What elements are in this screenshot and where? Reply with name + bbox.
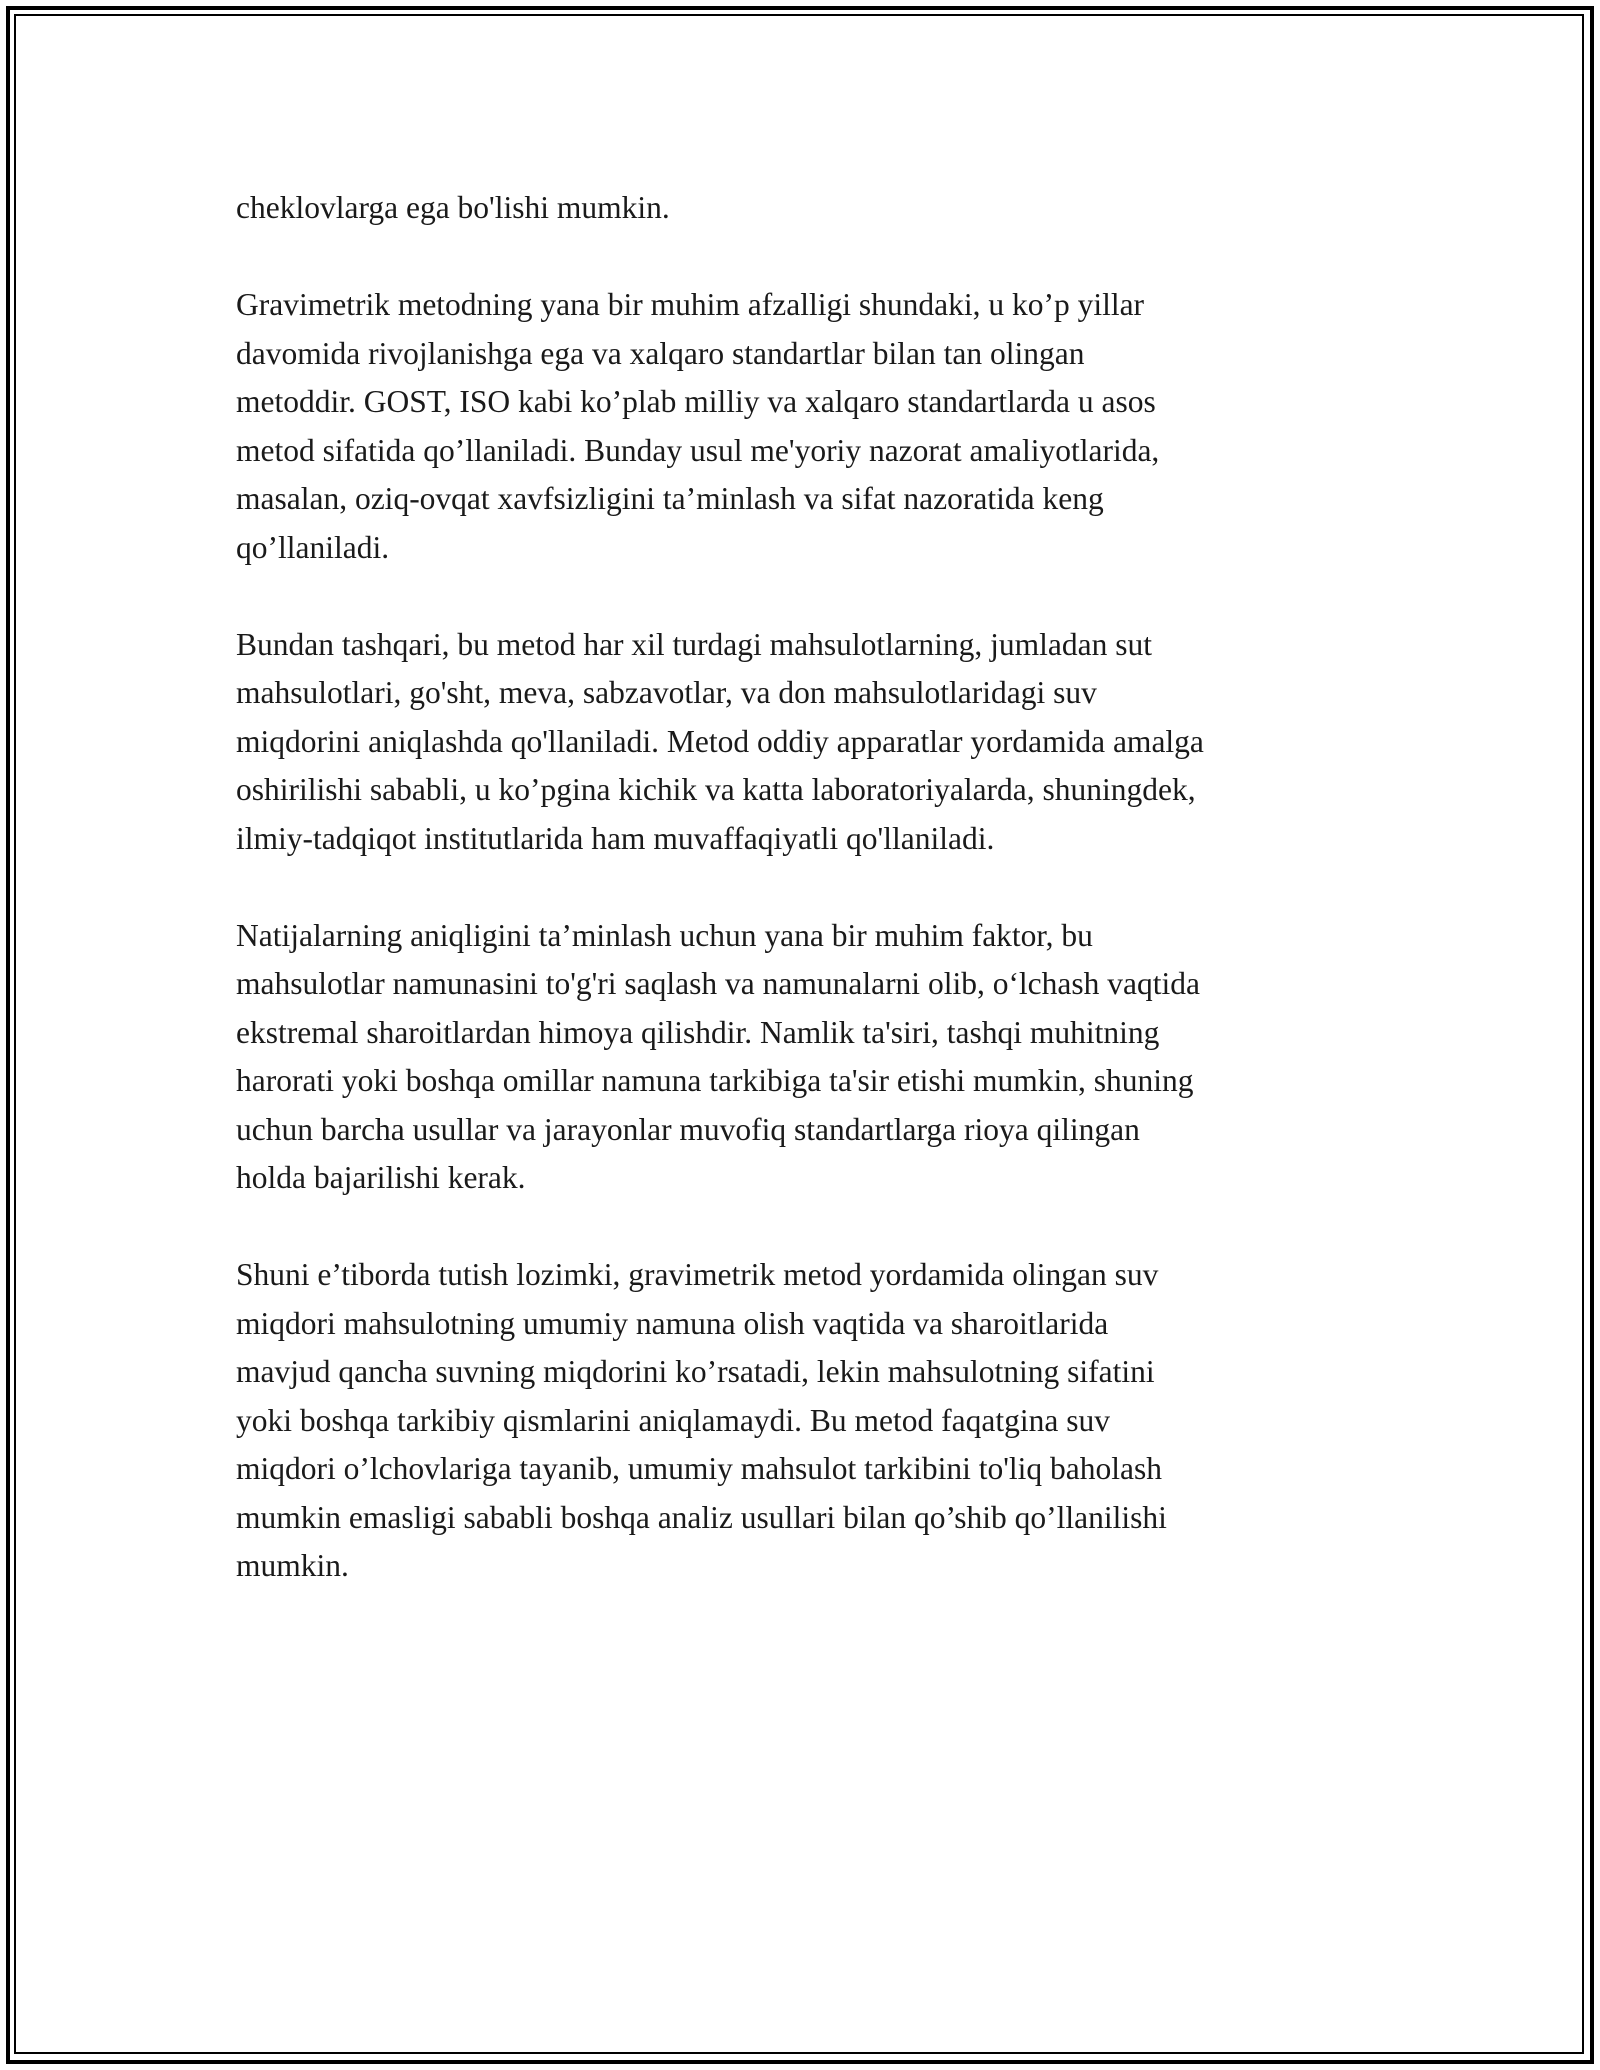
paragraph-continuation: cheklovlarga ega bo'lishi mumkin.: [236, 190, 670, 225]
paragraph-applications: Bundan tashqari, bu metod har xil turdagi mahsulotlarning, jumladan sut mahsulotlari, go'sht, meva, sabzavotlar, va don mahsulotlaridagi suv miqdorini aniqlashda qo'llaniladi. Metod oddiy apparatlar yordamida amalga oshirilishi sababli, u ko’pgina kichik va katta laboratoriyalarda, shuningdek, ilmiy-tadqiqot institutlarida ham muvaffaqiyatli qo'llaniladi.: [236, 626, 1204, 856]
paragraph-limitations: Shuni e’tiborda tutish lozimki, gravimetrik metod yordamida olingan suv miqdori mahsulotning umumiy namuna olish vaqtida va sharoitlarida mavjud qancha suvning miqdorini ko’rsatadi, lekin mahsulotning sifatini yoki boshqa tarkibiy qismlarini aniqlamaydi. Bu metod faqatgina suv miqdori o’lchovlariga tayanib, umumiy mahsulot tarkibini to'liq baholash mumkin emasligi sababli boshqa analiz usullari bilan qo’shib qo’llanilishi mumkin.: [236, 1257, 1167, 1583]
document-body: [236, 184, 1376, 1639]
paragraph-sample-storage: Natijalarning aniqligini ta’minlash uchun yana bir muhim faktor, bu mahsulotlar namunasini to'g'ri saqlash va namunalarni olib, o‘lchash vaqtida ekstremal sharoitlardan himoya qilishdir. Namlik ta'siri, tashqi muhitning harorati yoki boshqa omillar namuna tarkibiga ta'sir etishi mumkin, shuning uchun barcha usullar va jarayonlar muvofiq standartlarga rioya qilingan holda bajarilishi kerak.: [236, 917, 1200, 1195]
paragraph-standards: Gravimetrik metodning yana bir muhim afzalligi shundaki, u ko’p yillar davomida rivojlanishga ega va xalqaro standartlar bilan tan olingan metoddir. GOST, ISO kabi ko’plab milliy va xalqaro standartlarda u asos metod sifatida qo’llaniladi. Bunday usul me'yoriy nazorat amaliyotlarida, masalan, oziq-ovqat xavfsizligini ta’minlash va sifat nazoratida keng qo’llaniladi.: [236, 287, 1160, 565]
